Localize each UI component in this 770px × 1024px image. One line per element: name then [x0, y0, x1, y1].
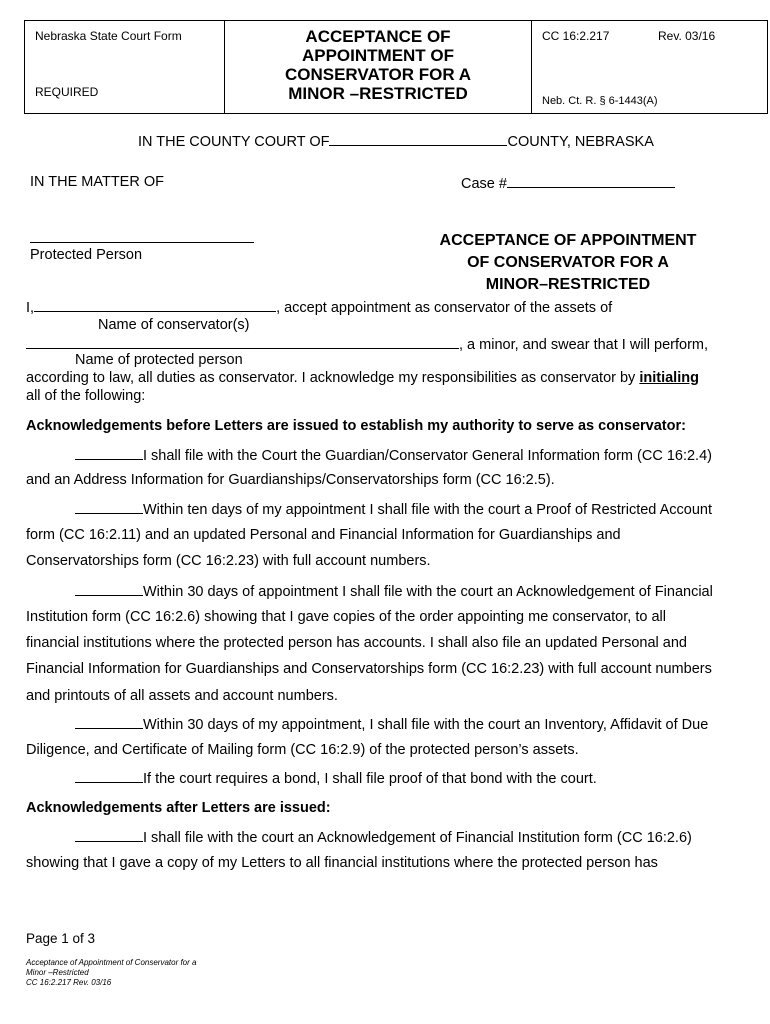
initial-blank-6[interactable] [75, 828, 143, 842]
ack-item-1-line-2: and an Address Information for Guardianships/Conservatorships form (CC 16:2.5). [26, 472, 555, 488]
section1-heading: Acknowledgements before Letters are issued to establish my authority to serve as conservator: [26, 418, 686, 434]
protected-person-name-blank[interactable] [26, 335, 459, 349]
ack-item-5-line-1: If the court requires a bond, I shall file proof of that bond with the court. [75, 769, 597, 787]
court-rule: Neb. Ct. R. § 6-1443(A) [542, 95, 658, 107]
intro-line-4: all of the following: [26, 388, 146, 404]
initial-blank-4[interactable] [75, 715, 143, 729]
form-number: CC 16:2.217 [542, 29, 610, 43]
county-blank[interactable] [329, 132, 507, 146]
name-of-protected-label: Name of protected person [75, 352, 243, 368]
header-title-cell [224, 20, 532, 114]
section2-heading: Acknowledgements after Letters are issued: [26, 800, 331, 816]
ack-item-2-line-2: form (CC 16:2.11) and an updated Personal and Financial Information for Guardianships and [26, 527, 621, 543]
intro-line-1: I, , accept appointment as conservator of the assets of [26, 300, 613, 316]
ack-item-2-line-3: Conservatorships form (CC 16:2.23) with full account numbers. [26, 553, 431, 569]
case-number-blank[interactable] [507, 174, 675, 188]
form-source: Nebraska State Court Form [35, 29, 182, 43]
case-line: Case # [461, 174, 675, 192]
document-title: ACCEPTANCE OF APPOINTMENT OF CONSERVATOR FOR A MINOR–RESTRICTED [439, 232, 697, 293]
initialing-emphasis: initialing [639, 370, 699, 386]
protected-person-line[interactable] [30, 242, 254, 243]
required-label: REQUIRED [35, 85, 99, 99]
ack-item-3-line-2: Institution form (CC 16:2.6) showing that I gave copies of the order appointing me conservator, to all [26, 609, 666, 625]
ack-item-3-line-4: Financial Information for Guardianships and Conservatorships form (CC 16:2.23) with full account numbers [26, 661, 712, 677]
name-of-conservator-label: Name of conservator(s) [98, 317, 250, 333]
conservator-name-blank[interactable] [34, 298, 276, 312]
after-item-1-line-2: showing that I gave a copy of my Letters to all financial institutions where the protected person has [26, 855, 658, 871]
intro-line-2: , a minor, and swear that I will perform, [26, 335, 708, 353]
initial-blank-5[interactable] [75, 769, 143, 783]
matter-label: IN THE MATTER OF [30, 174, 164, 190]
protected-person-label: Protected Person [30, 247, 143, 263]
initial-blank-3[interactable] [75, 582, 143, 596]
ack-item-1-line-1: I shall file with the Court the Guardian/Conservator General Information form (CC 16:2.4) [75, 446, 712, 464]
ack-item-3-line-3: financial institutions where the protected person has accounts. I shall also file an updated Personal and [26, 635, 687, 651]
initial-blank-2[interactable] [75, 500, 143, 514]
header-left-cell [24, 20, 224, 114]
court-line: IN THE COUNTY COURT OF COUNTY, NEBRASKA [138, 134, 654, 150]
ack-item-4-line-2: Diligence, and Certificate of Mailing form (CC 16:2.9) of the protected person’s assets. [26, 742, 579, 758]
page-number: Page 1 of 3 [26, 931, 96, 946]
initial-blank-1[interactable] [75, 446, 143, 460]
ack-item-3-line-5: and printouts of all assets and account numbers. [26, 688, 338, 704]
footer-info: Acceptance of Appointment of Conservator for a Minor –Restricted CC 16:2.217 Rev. 03/16 [26, 958, 197, 987]
ack-item-2-line-1: Within ten days of my appointment I shall file with the court a Proof of Restricted Account [75, 500, 712, 518]
header-title: ACCEPTANCE OF APPOINTMENT OF CONSERVATOR FOR A MINOR –RESTRICTED [284, 27, 472, 103]
ack-item-3-line-1: Within 30 days of appointment I shall file with the court an Acknowledgement of Financial [75, 582, 713, 600]
ack-item-4-line-1: Within 30 days of my appointment, I shall file with the court an Inventory, Affidavit of Due [75, 715, 708, 733]
form-header [24, 20, 768, 114]
intro-line-3: according to law, all duties as conservator. I acknowledge my responsibilities as conservator by initialing [26, 370, 699, 386]
header-right-cell [532, 20, 768, 114]
revision: Rev. 03/16 [658, 29, 716, 43]
after-item-1-line-1: I shall file with the court an Acknowledgement of Financial Institution form (CC 16:2.6) [75, 828, 692, 846]
